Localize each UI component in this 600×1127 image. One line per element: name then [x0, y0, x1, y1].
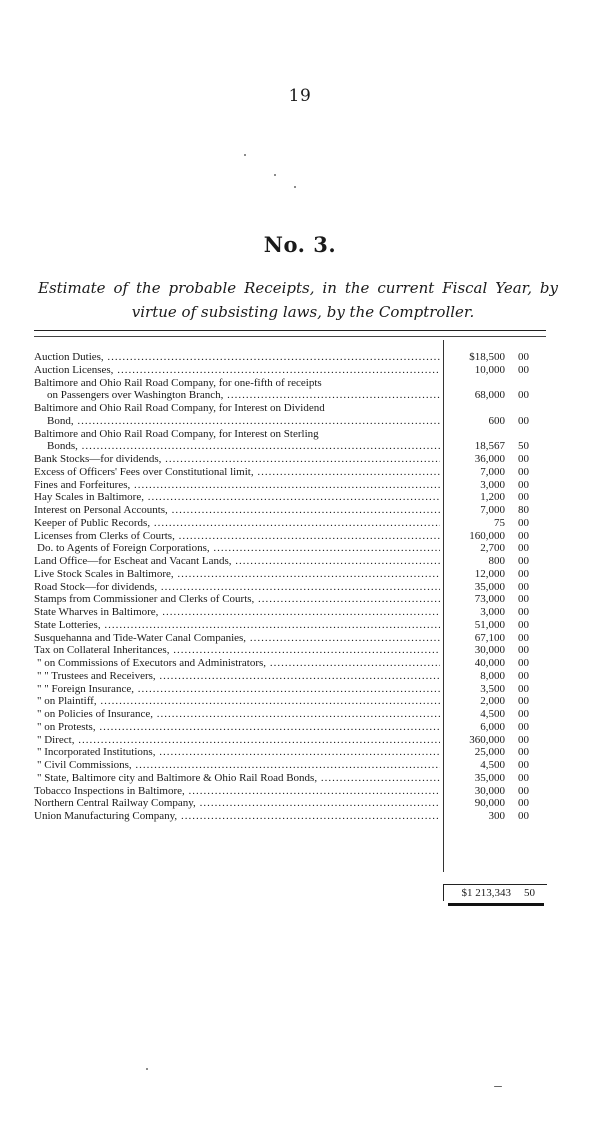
row-dollars: 51,000 — [474, 618, 505, 631]
table-row — [34, 377, 546, 390]
table-row — [34, 810, 546, 823]
header-rule — [34, 330, 546, 331]
table-row — [34, 504, 546, 517]
row-cents: 80 — [518, 504, 529, 516]
table-row — [34, 415, 546, 428]
row-dollars: $18,500 — [469, 351, 505, 363]
row-dollars — [445, 428, 505, 441]
row-amount — [440, 415, 546, 428]
table-row — [34, 466, 546, 479]
row-label: Baltimore and Ohio Rail Road Company, for one-fifth of receipts — [34, 376, 322, 389]
table-row — [34, 440, 546, 453]
total-cents: 50 — [524, 887, 535, 899]
row-dollars: 67,100 — [474, 631, 505, 644]
row-label: Excess of Officers' Fees over Constitutional limit, ..... — [34, 466, 440, 479]
row-dollars: 1,200 — [480, 491, 505, 504]
row-dollars: 3,000 — [480, 606, 505, 618]
row-cents: 00 — [518, 618, 529, 631]
row-cents: 00 — [518, 746, 529, 759]
row-amount — [440, 746, 546, 759]
row-dollars: 6,000 — [480, 720, 505, 733]
row-amount — [440, 440, 546, 453]
row-cents: 00 — [518, 389, 529, 402]
row-dollars — [445, 377, 505, 390]
row-cents: 00 — [518, 733, 529, 746]
table-row — [34, 734, 546, 747]
row-cents: 00 — [518, 657, 529, 669]
table-row — [34, 491, 546, 504]
row-dollars: 10,000 — [474, 363, 505, 376]
row-amount — [440, 377, 546, 390]
table-row — [34, 644, 546, 657]
row-cents: 00 — [518, 771, 529, 784]
row-amount — [440, 683, 546, 696]
row-amount — [440, 364, 546, 377]
row-label: Licenses from Clerks of Courts, ..... — [34, 530, 440, 543]
row-label: Union Manufacturing Company, ..... — [34, 810, 440, 823]
row-label: Bond, ..... — [34, 415, 440, 428]
row-cents: 00 — [518, 708, 529, 720]
table-row — [34, 606, 546, 619]
row-dollars: 4,500 — [480, 759, 505, 771]
row-label: Auction Duties, ..... — [34, 351, 440, 364]
row-cents: 00 — [518, 759, 529, 771]
row-label: " on Plaintiff, ..... — [34, 695, 440, 708]
table-row — [34, 785, 546, 798]
table-row — [34, 759, 546, 772]
row-cents — [505, 377, 529, 390]
row-dollars: 3,500 — [480, 682, 505, 695]
table-row — [34, 402, 546, 415]
row-amount — [440, 721, 546, 734]
table-row — [34, 670, 546, 683]
table-row — [34, 542, 546, 555]
row-amount — [440, 555, 546, 568]
row-dollars: 2,700 — [480, 542, 505, 555]
row-dollars: 2,000 — [480, 695, 505, 708]
row-cents: 00 — [518, 478, 529, 491]
row-label: Baltimore and Ohio Rail Road Company, for Interest on Dividend — [34, 402, 325, 414]
row-cents: 00 — [518, 363, 529, 376]
row-label: State Wharves in Baltimore, ..... — [34, 606, 440, 619]
row-amount — [440, 785, 546, 798]
row-label: " " Foreign Insurance, ..... — [34, 683, 440, 696]
row-cents: 00 — [518, 580, 529, 593]
row-label: Bank Stocks—for dividends, ..... — [34, 453, 440, 466]
row-dollars: 360,000 — [469, 733, 505, 746]
row-label: Tax on Collateral Inheritances, ..... — [34, 644, 440, 657]
row-amount — [440, 708, 546, 721]
row-label: " Incorporated Institutions, ..... — [34, 746, 440, 759]
row-amount — [440, 351, 546, 364]
row-dollars: 4,500 — [480, 708, 505, 720]
table-row — [34, 479, 546, 492]
row-cents: 00 — [518, 784, 529, 797]
table-row — [34, 389, 546, 402]
row-dollars: 12,000 — [474, 567, 505, 580]
table-row — [34, 619, 546, 632]
row-label: on Passengers over Washington Branch, ..... — [34, 389, 440, 402]
row-label: Baltimore and Ohio Rail Road Company, for Interest on Sterling — [34, 427, 319, 440]
row-dollars: 25,000 — [474, 746, 505, 759]
row-cents: 00 — [518, 720, 529, 733]
row-cents: 00 — [518, 631, 529, 644]
row-amount — [440, 568, 546, 581]
row-amount — [440, 491, 546, 504]
table-row — [34, 772, 546, 785]
row-amount — [440, 734, 546, 747]
row-dollars: 7,000 — [480, 504, 505, 516]
row-dollars: 18,567 — [474, 440, 505, 453]
row-cents: 00 — [518, 797, 529, 810]
row-dollars: 90,000 — [474, 797, 505, 810]
row-label: Stamps from Commissioner and Clerks of Courts, ..... — [34, 593, 440, 606]
row-amount — [440, 670, 546, 683]
table-row — [34, 721, 546, 734]
table-row — [34, 683, 546, 696]
row-dollars: 8,000 — [480, 669, 505, 682]
subtitle-line-1: Estimate of the probable Receipts, in the current Fiscal Year, by — [38, 279, 558, 297]
table-row — [34, 453, 546, 466]
row-label: Road Stock—for dividends, ..... — [34, 581, 440, 594]
table-row — [34, 428, 546, 441]
scan-speck — [294, 186, 296, 188]
total-row — [443, 884, 547, 901]
row-label: Hay Scales in Baltimore, ..... — [34, 491, 440, 504]
row-label: Land Office—for Escheat and Vacant Lands, ..... — [34, 555, 440, 568]
row-cents: 00 — [518, 453, 529, 465]
scan-speck — [274, 174, 276, 176]
table-row — [34, 581, 546, 594]
row-amount — [440, 632, 546, 645]
row-label: " Civil Commissions, ..... — [34, 759, 440, 772]
row-label: Bonds, ..... — [34, 440, 440, 453]
row-dollars: 36,000 — [474, 453, 505, 465]
row-cents: 00 — [518, 606, 529, 618]
table-row — [34, 530, 546, 543]
row-dollars — [445, 402, 505, 415]
row-amount — [440, 695, 546, 708]
table-row — [34, 746, 546, 759]
row-dollars: 40,000 — [474, 657, 505, 669]
row-label: Live Stock Scales in Baltimore, ..... — [34, 568, 440, 581]
row-dollars: 30,000 — [474, 644, 505, 657]
row-label: Tobacco Inspections in Baltimore, ..... — [34, 785, 440, 798]
row-dollars: 800 — [488, 555, 505, 567]
row-cents: 00 — [518, 351, 529, 363]
row-amount — [440, 389, 546, 402]
row-amount — [440, 428, 546, 441]
row-amount — [440, 479, 546, 492]
row-cents: 00 — [518, 491, 529, 504]
row-amount — [440, 759, 546, 772]
row-amount — [440, 619, 546, 632]
row-dollars: 35,000 — [474, 580, 505, 593]
row-amount — [440, 644, 546, 657]
document-title: No. 3. — [263, 232, 337, 257]
table-row — [34, 364, 546, 377]
row-amount — [440, 504, 546, 517]
row-label: " on Protests, ..... — [34, 721, 440, 734]
row-label: Fines and Forfeitures, ..... — [34, 479, 440, 492]
row-dollars: 3,000 — [480, 478, 505, 491]
table-row — [34, 797, 546, 810]
row-cents: 00 — [518, 682, 529, 695]
row-label: Northern Central Railway Company, ..... — [34, 797, 440, 810]
row-cents: 00 — [518, 644, 529, 657]
row-dollars: 35,000 — [474, 771, 505, 784]
row-dollars: 600 — [488, 414, 505, 427]
row-amount — [440, 657, 546, 670]
table-row — [34, 568, 546, 581]
row-label: " Direct, ..... — [34, 734, 440, 747]
row-amount — [440, 453, 546, 466]
scan-speck — [494, 1086, 502, 1087]
row-label: " State, Baltimore city and Baltimore & Ohio Rail Road Bonds, ..... — [34, 772, 440, 785]
table-row — [34, 657, 546, 670]
row-cents — [505, 402, 529, 415]
table-row — [34, 555, 546, 568]
row-label: " on Policies of Insurance, ..... — [34, 708, 440, 721]
row-cents: 00 — [518, 669, 529, 682]
row-label: " on Commissions of Executors and Administrators, ..... — [34, 657, 440, 670]
table-row — [34, 632, 546, 645]
row-cents: 00 — [518, 810, 529, 822]
row-dollars: 30,000 — [474, 784, 505, 797]
row-dollars: 300 — [488, 810, 505, 822]
row-cents: 00 — [518, 516, 529, 529]
table-row — [34, 351, 546, 364]
row-amount — [440, 593, 546, 606]
row-amount — [440, 530, 546, 543]
scan-speck — [146, 1068, 148, 1070]
table-row — [34, 517, 546, 530]
row-dollars: 73,000 — [474, 593, 505, 606]
total-double-rule — [448, 903, 544, 906]
row-cents: 00 — [518, 529, 529, 542]
scan-speck — [244, 154, 246, 156]
row-label: State Lotteries, ..... — [34, 619, 440, 632]
row-dollars: 160,000 — [469, 529, 505, 542]
row-amount — [440, 402, 546, 415]
row-cents — [505, 428, 529, 441]
row-dollars: 68,000 — [474, 389, 505, 402]
table-row — [34, 708, 546, 721]
row-label: Susquehanna and Tide-Water Canal Companies, ..... — [34, 632, 440, 645]
row-amount — [440, 466, 546, 479]
row-cents: 00 — [518, 555, 529, 567]
total-dollars: $1 213,343 — [461, 887, 511, 899]
header-rule-secondary — [34, 336, 546, 337]
document-subtitle — [38, 276, 558, 324]
row-amount — [440, 517, 546, 530]
table-row — [34, 695, 546, 708]
row-label: Do. to Agents of Foreign Corporations, ..... — [34, 542, 440, 555]
page-number: 19 — [288, 86, 312, 106]
row-cents: 00 — [518, 593, 529, 606]
row-label: Interest on Personal Accounts, ..... — [34, 504, 440, 517]
row-cents: 50 — [518, 440, 529, 453]
row-amount — [440, 810, 546, 823]
row-cents: 00 — [518, 567, 529, 580]
row-amount — [440, 581, 546, 594]
row-cents: 00 — [518, 414, 529, 427]
row-dollars: 75 — [494, 516, 505, 529]
row-label: Auction Licenses, ..... — [34, 364, 440, 377]
row-label: Keeper of Public Records, ..... — [34, 517, 440, 530]
row-cents: 00 — [518, 695, 529, 708]
subtitle-line-2: virtue of subsisting laws, by the Comptroller. — [131, 303, 475, 321]
row-cents: 00 — [518, 465, 529, 478]
table-row — [34, 593, 546, 606]
row-amount — [440, 772, 546, 785]
row-amount — [440, 797, 546, 810]
row-label: " " Trustees and Receivers, ..... — [34, 670, 440, 683]
row-amount — [440, 606, 546, 619]
receipts-table — [34, 351, 546, 823]
row-cents: 00 — [518, 542, 529, 555]
row-amount — [440, 542, 546, 555]
row-dollars: 7,000 — [480, 465, 505, 478]
